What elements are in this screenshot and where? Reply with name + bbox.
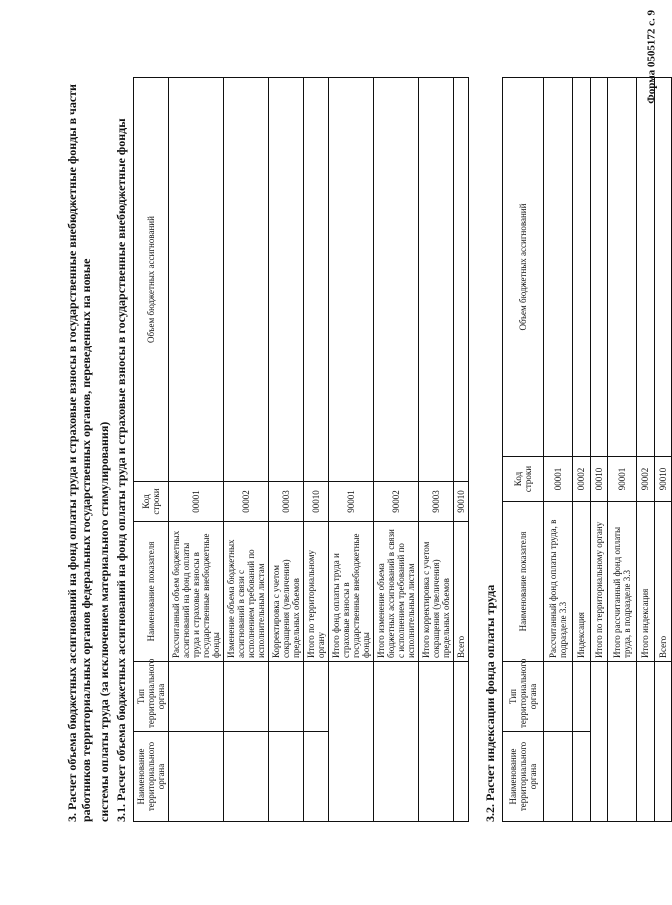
rotated-content: [65, 62, 668, 822]
t2-row-code: 00010: [590, 457, 607, 502]
t1-total-label: Итого изменение объема бюджетных ассигнований в связи с исполнением требований по исполнительным листам: [374, 522, 419, 662]
t2-row-name: [543, 732, 572, 822]
t2-row-code: 90001: [608, 457, 637, 502]
t2-row-code: 90010: [654, 457, 672, 502]
t2-row-code: 90002: [637, 457, 654, 502]
t1-total-code: 90003: [419, 482, 454, 522]
t2-row-label: Итого по территориальному органу: [590, 502, 607, 662]
t1-total-spacer: [329, 662, 374, 822]
t2-h-code: Код строки: [503, 457, 544, 502]
t1-total-values: [419, 78, 454, 482]
t1-row-code: 00002: [224, 482, 269, 522]
t1-row-values: [304, 78, 329, 482]
t1-row-label: Рассчитанный объем бюджетных ассигнований на фонд оплаты труда и страховые взносы в государственные внебюджетные фонды: [169, 522, 224, 662]
t2-row-label: Рассчитанный фонд оплаты труда, в подразделе 3.3: [543, 502, 572, 662]
t2-total-spacer: [637, 662, 654, 822]
t2-total-spacer: [590, 662, 607, 822]
table-3-2: [502, 77, 672, 822]
t2-row-values: [608, 78, 637, 457]
t1-row-code: 00001: [169, 482, 224, 522]
t1-h-volume: Объем бюджетных ассигнований: [134, 78, 169, 482]
header-section: 3.1. Расчет объема бюджетных ассигнований на фонд оплаты труда и страховые взносы в государственные внебюджетные фонды: [114, 118, 129, 822]
t1-total-label: Всего: [454, 522, 469, 662]
t1-total-spacer: [374, 662, 419, 822]
t2-total-spacer: [608, 662, 637, 822]
t2-row-name: [573, 732, 590, 822]
t2-h-indicator: Наименование показателя: [503, 502, 544, 662]
table-3-1: [133, 77, 469, 822]
t1-row-label: Изменение объема бюджетных ассигнований в связи с исполнением требований по исполнительным листам: [224, 522, 269, 662]
t1-total-code: 90002: [374, 482, 419, 522]
header-line1: 3. Расчет объема бюджетных ассигнований на фонд оплаты труда и страховые взносы в государственные внебюджетные фонды в части работников территориальных органов федеральных государственных органов, переведенных на новые: [65, 84, 93, 822]
t1-total-label: Итого корректировка с учетом сокращения (увеличения) предельных объемов: [419, 522, 454, 662]
t2-h-volume: Объем бюджетных ассигнований: [503, 78, 544, 457]
t1-h-name: Наименование территориального органа: [134, 732, 169, 822]
t1-row-type: [269, 662, 304, 732]
t1-row-name: [169, 732, 224, 822]
t1-row-type: [169, 662, 224, 732]
t1-row-name: [224, 732, 269, 822]
t1-row-code: 00003: [269, 482, 304, 522]
t2-row-code: 00002: [573, 457, 590, 502]
t1-total-spacer: [419, 662, 454, 822]
t1-h-indicator: Наименование показателя: [134, 522, 169, 662]
t1-row-values: [269, 78, 304, 482]
t1-row-type: [304, 662, 329, 732]
t2-row-type: [573, 662, 590, 732]
t1-h-type: Тип территориального органа: [134, 662, 169, 732]
t2-row-values: [654, 78, 672, 457]
t2-row-label: Индексация: [573, 502, 590, 662]
t2-row-values: [590, 78, 607, 457]
t1-total-values: [374, 78, 419, 482]
t2-row-code: 00001: [543, 457, 572, 502]
t1-h-code: Код строки: [134, 482, 169, 522]
t1-row-name: [304, 732, 329, 822]
table-3-2-title: 3.2. Расчет индексации фонда оплаты труда: [483, 584, 498, 822]
t2-row-values: [543, 78, 572, 457]
t1-row-code: 00010: [304, 482, 329, 522]
t2-h-name: Наименование территориального органа: [503, 732, 544, 822]
t2-total-spacer: [654, 662, 672, 822]
t2-row-type: [543, 662, 572, 732]
t1-total-code: 90010: [454, 482, 469, 522]
t1-total-label: Итого фонд оплаты труда и страховые взносы в государственные внебюджетные фонды: [329, 522, 374, 662]
header-line2: системы оплаты труда (за исключением материального стимулирования): [96, 421, 111, 822]
t1-row-name: [269, 732, 304, 822]
t2-h-type: Тип территориального органа: [503, 662, 544, 732]
t1-total-code: 90001: [329, 482, 374, 522]
t2-row-label: Всего: [654, 502, 672, 662]
t1-total-spacer: [454, 662, 469, 822]
t2-row-label: Итого индексация: [637, 502, 654, 662]
form-id: Форма 0505172 с. 9: [646, 10, 658, 104]
t2-row-label: Итого рассчитанный фонд оплаты труда, в подразделе 3.3: [608, 502, 637, 662]
t1-row-label: Итого по территориальному органу: [304, 522, 329, 662]
spacer: [469, 62, 477, 822]
t1-row-type: [224, 662, 269, 732]
t1-row-values: [169, 78, 224, 482]
t2-row-values: [573, 78, 590, 457]
t1-row-label: Корректировка с учетом сокращения (увеличения) предельных объемов: [269, 522, 304, 662]
t1-total-values: [454, 78, 469, 482]
t1-row-values: [224, 78, 269, 482]
t2-row-values: [637, 78, 654, 457]
t1-total-values: [329, 78, 374, 482]
